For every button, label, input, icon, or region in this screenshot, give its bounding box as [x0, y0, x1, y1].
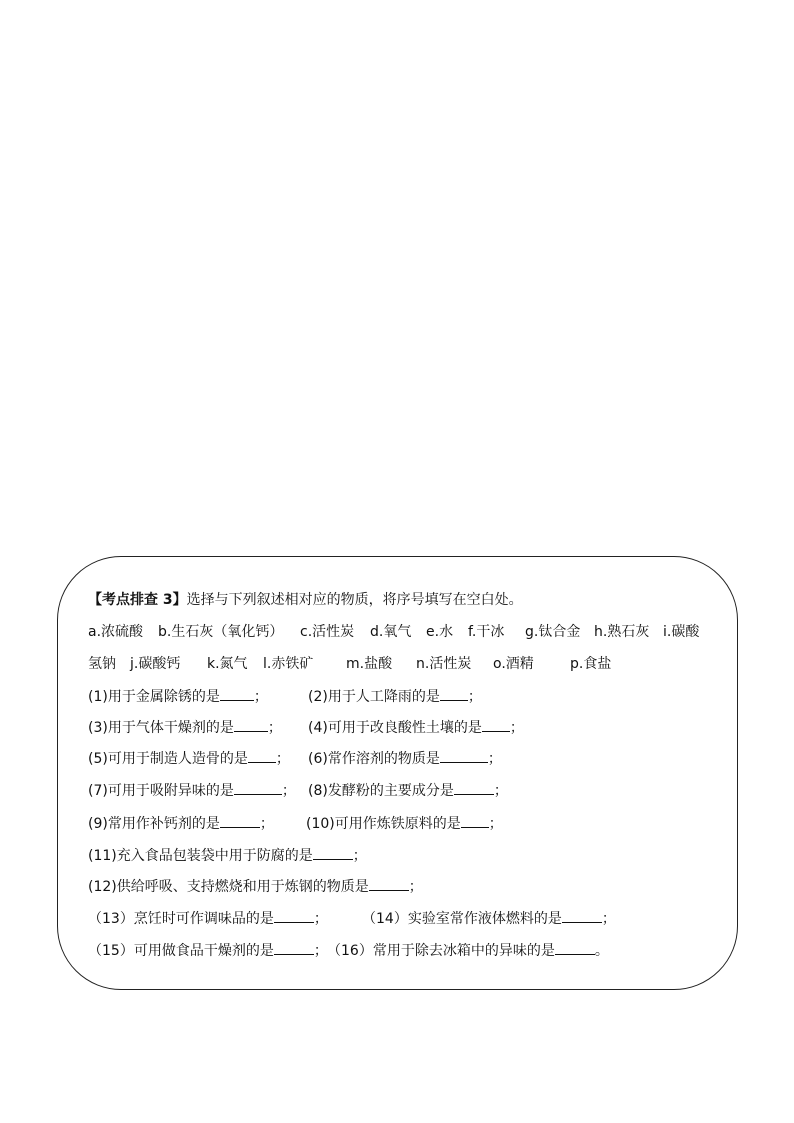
question-14 — [362, 908, 616, 929]
option-i: i.碳酸 — [663, 624, 700, 640]
options-row-2 — [88, 654, 728, 674]
question-9 — [88, 813, 274, 834]
answer-blank-9[interactable] — [220, 813, 260, 828]
answer-blank-14[interactable] — [562, 908, 602, 923]
question-8-text: (8)发酵粉的主要成分是 — [308, 783, 454, 799]
question-11 — [88, 845, 367, 866]
question-10 — [306, 813, 503, 834]
answer-blank-5[interactable] — [248, 748, 276, 763]
question-13-end: ； — [313, 911, 328, 927]
question-5-end: ； — [275, 751, 290, 767]
question-4-end: ； — [509, 720, 524, 736]
question-10-end: ； — [488, 816, 503, 832]
question-4 — [308, 717, 524, 738]
question-12-text: (12)供给呼吸、支持燃烧和用于炼钢的物质是 — [88, 879, 369, 895]
question-6-end: ； — [487, 751, 502, 767]
question-2 — [308, 686, 482, 707]
question-3-text: (3)用于气体干燥剂的是 — [88, 720, 234, 736]
question-7 — [88, 780, 296, 801]
option-c: c.活性炭 — [300, 624, 355, 640]
question-12 — [88, 876, 423, 897]
question-3-end: ； — [267, 720, 282, 736]
answer-blank-6[interactable] — [440, 748, 488, 763]
title-text: 选择与下列叙述相对应的物质，将序号填写在空白处。 — [186, 592, 523, 608]
question-16 — [327, 940, 609, 961]
question-title — [88, 590, 523, 610]
question-4-text: (4)可用于改良酸性土壤的是 — [308, 720, 482, 736]
option-l: l.赤铁矿 — [263, 656, 314, 672]
answer-blank-12[interactable] — [369, 876, 409, 891]
answer-blank-10[interactable] — [461, 813, 489, 828]
question-7-end: ； — [281, 783, 296, 799]
option-g: g.钛合金 — [525, 624, 581, 640]
answer-blank-3[interactable] — [234, 717, 268, 732]
question-6 — [308, 748, 502, 769]
option-d: d.氧气 — [370, 624, 412, 640]
question-16-text: （16）常用于除去冰箱中的异味的是 — [327, 943, 555, 959]
option-n: n.活性炭 — [416, 656, 472, 672]
answer-blank-7[interactable] — [234, 780, 282, 795]
option-e: e.水 — [426, 624, 454, 640]
option-j: j.碳酸钙 — [130, 656, 181, 672]
question-10-text: (10)可用作炼铁原料的是 — [306, 816, 461, 832]
answer-blank-15[interactable] — [274, 940, 314, 955]
question-2-end: ； — [467, 689, 482, 705]
answer-blank-1[interactable] — [220, 686, 254, 701]
answer-blank-8[interactable] — [454, 780, 494, 795]
question-3 — [88, 717, 282, 738]
question-1 — [88, 686, 268, 707]
question-11-text: (11)充入食品包装袋中用于防腐的是 — [88, 848, 313, 864]
option-a: a.浓硫酸 — [88, 624, 144, 640]
option-h: h.熟石灰 — [594, 624, 650, 640]
question-13 — [88, 908, 328, 929]
question-2-text: (2)用于人工降雨的是 — [308, 689, 440, 705]
question-16-end: 。 — [594, 943, 609, 959]
question-1-end: ； — [253, 689, 268, 705]
option-m: m.盐酸 — [346, 656, 393, 672]
question-8-end: ； — [493, 783, 508, 799]
question-7-text: (7)可用于吸附异味的是 — [88, 783, 234, 799]
option-i-continued: 氢钠 — [88, 656, 116, 672]
question-5 — [88, 748, 290, 769]
question-8 — [308, 780, 508, 801]
question-12-end: ； — [408, 879, 423, 895]
question-5-text: (5)可用于制造人造骨的是 — [88, 751, 248, 767]
question-1-text: (1)用于金属除锈的是 — [88, 689, 220, 705]
answer-blank-13[interactable] — [274, 908, 314, 923]
question-15-text: （15）可用做食品干燥剂的是 — [88, 943, 274, 959]
option-k: k.氮气 — [207, 656, 248, 672]
options-row-1 — [88, 622, 728, 642]
question-9-text: (9)常用作补钙剂的是 — [88, 816, 220, 832]
option-o: o.酒精 — [493, 656, 534, 672]
option-p: p.食盐 — [570, 656, 612, 672]
question-14-text: （14）实验室常作液体燃料的是 — [362, 911, 562, 927]
question-15-end: ； — [313, 943, 328, 959]
answer-blank-2[interactable] — [440, 686, 468, 701]
question-15 — [88, 940, 328, 961]
question-14-end: ； — [601, 911, 616, 927]
title-prefix: 【考点排查 3】 — [88, 592, 187, 608]
question-9-end: ； — [259, 816, 274, 832]
answer-blank-16[interactable] — [555, 940, 595, 955]
question-6-text: (6)常作溶剂的物质是 — [308, 751, 440, 767]
answer-blank-11[interactable] — [313, 845, 353, 860]
option-f: f.干冰 — [468, 624, 505, 640]
answer-blank-4[interactable] — [482, 717, 510, 732]
option-b: b.生石灰（氧化钙） — [158, 624, 284, 640]
question-13-text: （13）烹饪时可作调味品的是 — [88, 911, 274, 927]
question-11-end: ； — [352, 848, 367, 864]
